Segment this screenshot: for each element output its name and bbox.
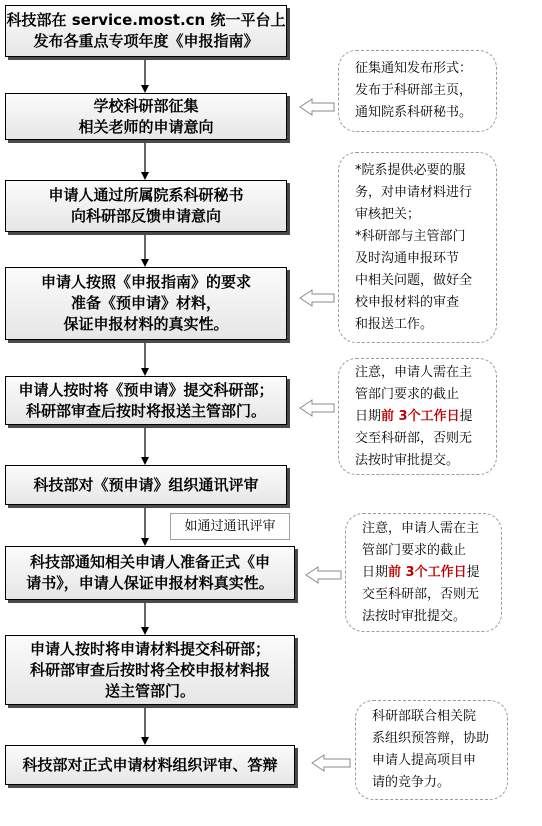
note-arrow-deadline-pre	[300, 400, 334, 416]
note-line: 法按时审批提交。	[355, 452, 460, 468]
note-line: 务，对申请材料进行	[355, 184, 473, 200]
note-line: 通知院系科研秘书。	[355, 105, 473, 120]
step-line: 科研部审查后按时将报送主管部门。	[25, 401, 266, 420]
note-line: 中相关问题，做好全	[355, 272, 473, 288]
note-line: 交至科研部，否则无	[355, 430, 473, 446]
note-text: 提	[466, 564, 480, 580]
step-line: 申请人按时将申请材料提交科研部；	[29, 639, 270, 658]
note-deadline-pre	[338, 358, 497, 475]
note-text: 日期	[362, 564, 389, 580]
condition-label: 如通过通讯评审	[170, 513, 290, 540]
note-arrow-responsibilities	[300, 290, 334, 306]
step-line: 科技部通知相关申请人准备正式《申	[29, 553, 270, 571]
step-line: 相关老师的申请意向	[78, 117, 214, 136]
note-line: 发布于科研部主页，	[355, 83, 473, 98]
note-text: 日期	[355, 408, 382, 424]
step-line: 学校科研部征集	[93, 96, 199, 115]
step-line: 申请人按时将《预申请》提交科研部；	[18, 380, 274, 399]
step-collect-intent	[5, 93, 287, 140]
step-line: 申请人通过所属院系科研秘书	[48, 186, 244, 204]
step-line: 申请人按照《申报指南》的要求	[40, 273, 251, 291]
note-line: *科研部与主管部门	[355, 228, 466, 244]
step-submit-formal-application	[5, 635, 295, 705]
note-line: 审核把关；	[355, 206, 421, 222]
note-line: 征集通知发布形式：	[355, 61, 473, 76]
note-line: 法按时审批提交。	[362, 608, 467, 624]
deadline-highlight: 前 3个工作日	[381, 408, 460, 424]
note-line: 交至科研部，否则无	[362, 586, 480, 602]
step-line: 科技部在 service.most.cn 统一平台上	[6, 11, 286, 29]
note-line	[355, 406, 488, 428]
note-line: 校申报材料的审查	[355, 294, 460, 310]
note-responsibilities	[338, 152, 497, 343]
step-review-pre-application	[5, 465, 287, 505]
note-text: 提	[459, 408, 473, 424]
note-line	[362, 562, 493, 584]
note-line: 管部门要求的截止	[355, 386, 460, 402]
note-line: 管部门要求的截止	[362, 542, 467, 558]
step-feedback-intent	[5, 180, 287, 232]
note-line: 注意，申请人需在主	[355, 364, 473, 380]
note-line: 及时沟通申报环节	[355, 250, 460, 266]
step-line: 准备《预申请》材料，	[70, 294, 221, 312]
note-line: 请的竞争力。	[372, 775, 451, 790]
step-prepare-formal-application	[5, 546, 295, 600]
step-publish-guide	[5, 5, 287, 57]
step-final-review	[5, 745, 295, 785]
step-line: 请书》，申请人保证申报材料真实性。	[26, 574, 274, 592]
step-line: 发布各重点专项年度《申报指南》	[33, 32, 259, 50]
note-deadline-formal	[345, 513, 502, 632]
note-publish-form	[338, 50, 497, 132]
deadline-highlight: 前 3个工作日	[388, 564, 467, 580]
note-line: *院系提供必要的服	[355, 162, 466, 178]
step-line: 科研部审查后按时将全校申报材料报	[29, 660, 270, 679]
step-line: 向科研部反馈申请意向	[70, 207, 221, 225]
step-submit-pre-application	[5, 376, 287, 425]
note-arrow-deadline-formal	[306, 567, 341, 583]
step-line: 科技部对《预申请》组织通讯评审	[33, 475, 259, 494]
note-pre-defense	[355, 700, 508, 800]
step-line: 送主管部门。	[104, 681, 195, 700]
note-line: 注意，申请人需在主	[362, 520, 480, 536]
note-arrow-pre-defense	[312, 755, 350, 771]
note-line: 科研部联合相关院	[372, 709, 477, 724]
note-line: 和报送工作。	[355, 316, 434, 332]
note-line: 系组织预答辩，协助	[372, 731, 490, 746]
note-line: 申请人提高项目申	[372, 753, 477, 768]
step-line: 保证申报材料的真实性。	[63, 315, 229, 333]
step-line: 科技部对正式申请材料组织评审、答辩	[22, 755, 278, 774]
step-prepare-pre-application	[5, 267, 287, 340]
note-arrow-publish-form	[300, 99, 334, 115]
